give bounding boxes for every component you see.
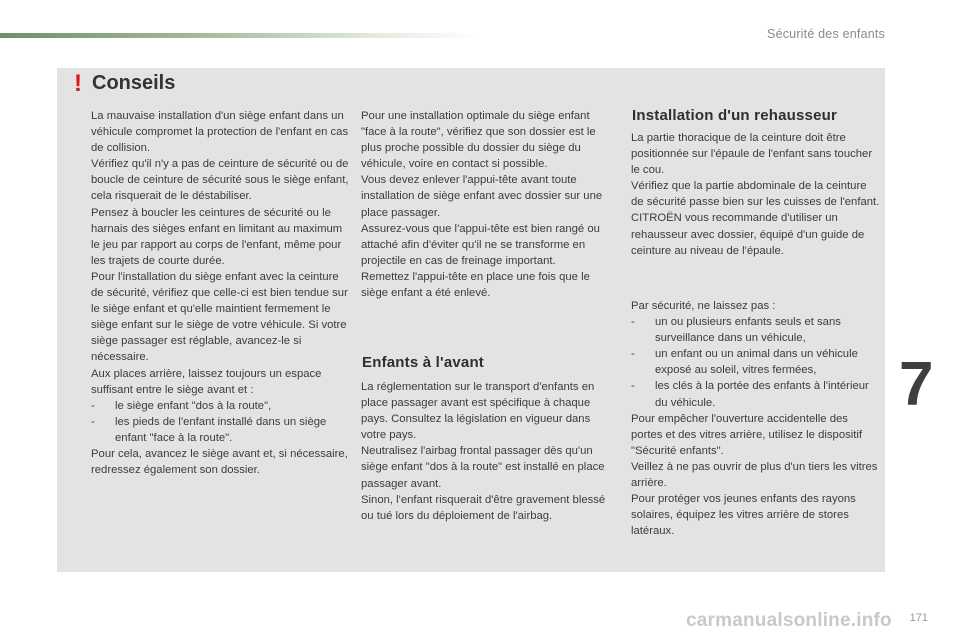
paragraph: Neutralisez l'airbag frontal passager dès qu'un siège enfant "dos à la route" est installé en place passager avant. <box>361 445 605 490</box>
paragraph: La partie thoracique de la ceinture doit être positionnée sur l'épaule de l'enfant sans toucher le cou. <box>631 132 873 177</box>
advice-column-1 <box>91 108 349 478</box>
paragraph: Par sécurité, ne laissez pas : <box>631 300 776 312</box>
heading-enfants-avant: Enfants à l'avant <box>362 354 485 371</box>
list-item: - le siège enfant "dos à la route", <box>91 399 272 412</box>
paragraph: Vous devez enlever l'appui-tête avant toute installation de siège enfant avec dossier sur une place passager. <box>361 174 603 219</box>
paragraph: Veillez à ne pas ouvrir de plus d'un tiers les vitres arrière. <box>631 460 878 490</box>
page-number: 171 <box>909 612 928 624</box>
paragraph: La réglementation sur le transport d'enfants en place passager avant est spécifique à chaque pays. Consultez la législation en vigueur dans votre pays. <box>361 381 595 442</box>
paragraph: Pensez à boucler les ceintures de sécurité ou le harnais des sièges enfant en limitant au maximum le jeu par rapport au corps de l'enfant, même pour les trajets de courte durée. <box>91 206 343 267</box>
paragraph: CITROËN vous recommande d'utiliser un rehausseur avec dossier, équipé d'un guide de ceinture au niveau de l'épaule. <box>631 212 865 257</box>
chapter-number: 7 <box>899 350 934 419</box>
enfants-avant-text <box>361 379 611 524</box>
paragraph: Aux places arrière, laissez toujours un espace suffisant entre le siège avant et : <box>91 367 322 396</box>
paragraph: Pour empêcher l'ouverture accidentelle des portes et des vitres arrière, utilisez le dispositif "Sécurité enfants". <box>631 412 863 457</box>
paragraph: Pour l'installation du siège enfant avec la ceinture de sécurité, vérifiez que celle-ci est bien tendue sur le siège enfant et qu'elle maintient fermement le siège enfant sur le siège de votre véhicule. Si votre siège passager est réglable, avancez-le si nécessaire. <box>91 270 348 364</box>
list-item: - un enfant ou un animal dans un véhicule exposé au soleil, vitres fermées, <box>631 348 858 377</box>
list-item: - un ou plusieurs enfants seuls et sans surveillance dans un véhicule, <box>631 316 841 345</box>
exclamation-warning-icon: ! <box>74 70 82 97</box>
heading-rehausseur: Installation d'un rehausseur <box>632 107 838 124</box>
securite-text <box>631 298 881 539</box>
panel-title: Conseils <box>92 72 176 94</box>
paragraph: Pour cela, avancez le siège avant et, si nécessaire, redressez également son dossier. <box>91 447 348 477</box>
paragraph: La mauvaise installation d'un siège enfant dans un véhicule compromet la protection de l'enfant en cas de collision. <box>91 110 349 155</box>
paragraph: Assurez-vous que l'appui-tête est bien rangé ou attaché afin d'éviter qu'il ne se transforme en projectile en cas de freinage important. <box>361 222 600 267</box>
paragraph: Pour une installation optimale du siège enfant "face à la route", vérifiez que son dossier est le plus proche possible du dossier du siège du véhicule, voire en contact si possible. <box>361 110 596 171</box>
header-accent-bar <box>0 33 480 38</box>
paragraph: Sinon, l'enfant risquerait d'être gravement blessé ou tué lors du déploiement de l'airbag. <box>361 493 606 522</box>
paragraph: Pour protéger vos jeunes enfants des rayons solaires, équipez les vitres arrière de stores latéraux. <box>631 493 856 538</box>
advice-column-2 <box>361 108 611 301</box>
list-item: - les pieds de l'enfant installé dans un siège enfant "face à la route". <box>91 415 327 444</box>
list-item: - les clés à la portée des enfants à l'intérieur du véhicule. <box>631 380 869 409</box>
watermark: carmanualsonline.info <box>686 610 892 631</box>
rehausseur-text <box>631 130 881 259</box>
paragraph: Vérifiez que la partie abdominale de la ceinture de sécurité passe bien sur les cuisses de l'enfant. <box>631 180 880 209</box>
paragraph: Vérifiez qu'il n'y a pas de ceinture de sécurité ou de boucle de ceinture de sécurité sous le siège enfant, cela risquerait de le déstabiliser. <box>91 158 349 203</box>
section-title: Sécurité des enfants <box>767 27 885 41</box>
paragraph: Remettez l'appui-tête en place une fois que le siège enfant a été enlevé. <box>361 270 590 300</box>
